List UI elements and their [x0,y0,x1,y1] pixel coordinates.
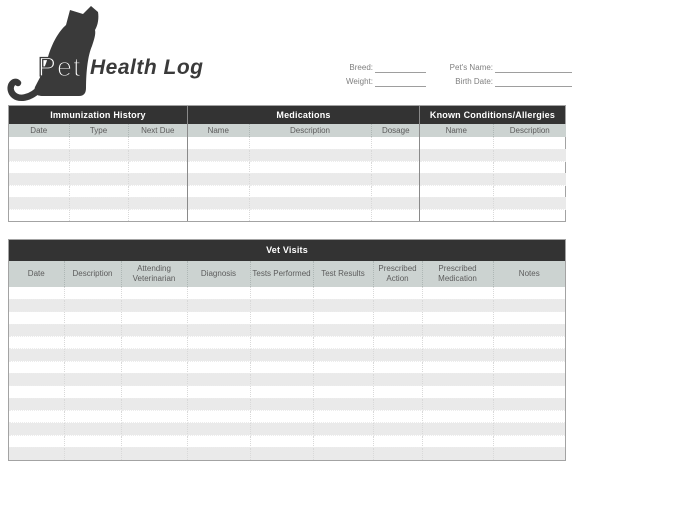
table-row [188,137,420,149]
column-header-name: Name [188,124,249,137]
table-row [9,336,565,348]
vet-visits-cell[interactable] [422,299,493,311]
vet-visits-cell[interactable] [121,447,187,459]
column-header-row [9,261,565,287]
vet-visits-cell[interactable] [187,386,250,398]
vet-visits-cell[interactable] [187,423,250,435]
table-row [9,137,187,149]
vet-visits-title: Vet Visits [9,240,565,261]
known-conditions-allergies-cell[interactable] [493,137,566,149]
immunization-history-section [9,106,187,221]
vet-visits-cell[interactable] [422,410,493,422]
vet-visits-cell[interactable] [9,435,64,447]
medications-cell[interactable] [188,173,249,185]
vet-visits-cell[interactable] [64,361,121,373]
medications-grid [188,124,420,221]
vet-visits-cell[interactable] [422,324,493,336]
immunization-history-cell[interactable] [9,209,69,221]
vet-visits-cell[interactable] [493,386,565,398]
medications-cell[interactable] [249,161,371,173]
immunization-history-cell[interactable] [9,173,69,185]
table-row [420,197,566,209]
vet-visits-cell[interactable] [373,386,422,398]
table-row [188,197,420,209]
breed-field[interactable] [375,62,426,73]
table-row [9,209,187,221]
vet-visits-cell[interactable] [64,398,121,410]
table-row [9,161,187,173]
immunization-history-cell[interactable] [69,149,128,161]
vet-visits-cell[interactable] [64,336,121,348]
table-row [9,287,565,299]
table-row [9,361,565,373]
vet-visits-cell[interactable] [422,287,493,299]
medications-cell[interactable] [249,149,371,161]
birth-date-label: Birth Date: [455,77,493,86]
vet-visits-cell[interactable] [493,299,565,311]
table-row [9,398,565,410]
table-row [9,386,565,398]
column-header-test-results: Test Results [313,261,373,287]
table-row [9,324,565,336]
table-row [188,161,420,173]
vet-visits-cell[interactable] [187,398,250,410]
table-row [188,185,420,197]
vet-visits-cell[interactable] [422,312,493,324]
vet-visits-cell[interactable] [121,398,187,410]
medications-cell[interactable] [371,137,420,149]
vet-visits-cell[interactable] [373,336,422,348]
pet-info-fields [335,62,568,88]
immunization-history-cell[interactable] [9,137,69,149]
medications-cell[interactable] [188,197,249,209]
medications-cell[interactable] [188,137,249,149]
vet-visits-cell[interactable] [9,410,64,422]
medications-cell[interactable] [371,173,420,185]
column-header-row [9,124,187,137]
column-header-date: Date [9,261,64,287]
vet-visits-cell[interactable] [373,349,422,361]
vet-visits-cell[interactable] [313,336,373,348]
vet-visits-cell[interactable] [250,361,313,373]
vet-visits-cell[interactable] [187,373,250,385]
vet-visits-cell[interactable] [64,287,121,299]
immunization-history-cell[interactable] [69,185,128,197]
vet-visits-cell[interactable] [493,410,565,422]
vet-visits-cell[interactable] [493,336,565,348]
vet-visits-cell[interactable] [121,361,187,373]
table-row [9,312,565,324]
vet-visits-cell[interactable] [9,373,64,385]
vet-visits-cell[interactable] [250,336,313,348]
logo [5,3,235,101]
table-row [9,410,565,422]
vet-visits-cell[interactable] [422,336,493,348]
vet-visits-cell[interactable] [187,349,250,361]
medications-cell[interactable] [249,137,371,149]
vet-visits-cell[interactable] [64,386,121,398]
column-header-type: Type [69,124,128,137]
vet-visits-cell[interactable] [313,398,373,410]
vet-visits-cell[interactable] [493,324,565,336]
immunization-history-cell[interactable] [128,197,187,209]
table-row [188,173,420,185]
vet-visits-cell[interactable] [313,349,373,361]
vet-visits-cell[interactable] [187,287,250,299]
vet-visits-cell[interactable] [250,435,313,447]
vet-visits-cell[interactable] [250,324,313,336]
vet-visits-cell[interactable] [250,349,313,361]
vet-visits-cell[interactable] [64,373,121,385]
known-conditions-allergies-cell[interactable] [493,173,566,185]
medications-cell[interactable] [249,173,371,185]
vet-visits-cell[interactable] [250,373,313,385]
known-conditions-allergies-section [419,106,565,221]
vet-visits-cell[interactable] [313,423,373,435]
vet-visits-cell[interactable] [373,324,422,336]
column-header-description: Description [493,124,566,137]
vet-visits-cell[interactable] [313,324,373,336]
vet-visits-cell[interactable] [121,336,187,348]
vet-visits-cell[interactable] [493,349,565,361]
vet-visits-cell[interactable] [373,410,422,422]
table-row [420,209,566,221]
column-header-diagnosis: Diagnosis [187,261,250,287]
immunization-history-cell[interactable] [128,209,187,221]
vet-visits-cell[interactable] [250,312,313,324]
vet-visits-cell[interactable] [64,423,121,435]
vet-visits-cell[interactable] [373,373,422,385]
table-row [9,173,187,185]
vet-visits-cell[interactable] [493,287,565,299]
vet-visits-cell[interactable] [121,410,187,422]
immunization-history-cell[interactable] [128,161,187,173]
immunization-history-grid [9,124,187,221]
immunization-history-cell[interactable] [128,173,187,185]
known-conditions-allergies-cell[interactable] [420,137,493,149]
pets-name-field[interactable] [495,62,572,73]
table-row [188,209,420,221]
vet-visits-cell[interactable] [9,287,64,299]
table-row [420,185,566,197]
column-header-row [420,124,566,137]
immunization-history-cell[interactable] [69,209,128,221]
column-header-next-due: Next Due [128,124,187,137]
vet-visits-cell[interactable] [9,423,64,435]
known-conditions-allergies-cell[interactable] [420,185,493,197]
immunization-history-cell[interactable] [9,197,69,209]
vet-visits-cell[interactable] [422,373,493,385]
column-header-notes: Notes [493,261,565,287]
table-row [9,435,565,447]
logo-pet-text: Pet [38,52,82,82]
column-header-attending-veterinarian: Attending Veterinarian [121,261,187,287]
medications-cell[interactable] [371,197,420,209]
table-row [9,149,187,161]
vet-visits-cell[interactable] [373,398,422,410]
vet-visits-cell[interactable] [493,447,565,459]
vet-visits-cell[interactable] [187,312,250,324]
medications-cell[interactable] [188,185,249,197]
vet-visits-cell[interactable] [313,447,373,459]
summary-tables [8,105,566,222]
vet-visits-cell[interactable] [422,447,493,459]
known-conditions-allergies-title: Known Conditions/Allergies [420,106,565,124]
immunization-history-cell[interactable] [9,161,69,173]
column-header-description: Description [249,124,371,137]
medications-cell[interactable] [371,209,420,221]
known-conditions-allergies-cell[interactable] [420,197,493,209]
vet-visits-cell[interactable] [373,287,422,299]
table-row [9,349,565,361]
immunization-history-cell[interactable] [69,137,128,149]
column-header-dosage: Dosage [371,124,420,137]
table-row [9,185,187,197]
vet-visits-cell[interactable] [313,373,373,385]
vet-visits-table [8,239,566,461]
immunization-history-cell[interactable] [9,185,69,197]
vet-visits-cell[interactable] [187,410,250,422]
table-row [420,149,566,161]
column-header-tests-performed: Tests Performed [250,261,313,287]
vet-visits-cell[interactable] [121,324,187,336]
vet-visits-cell[interactable] [187,299,250,311]
vet-visits-cell[interactable] [121,299,187,311]
medications-cell[interactable] [371,185,420,197]
vet-visits-cell[interactable] [493,435,565,447]
vet-visits-cell[interactable] [64,312,121,324]
medications-cell[interactable] [188,161,249,173]
medications-cell[interactable] [188,149,249,161]
vet-visits-cell[interactable] [187,336,250,348]
vet-visits-cell[interactable] [373,447,422,459]
vet-visits-cell[interactable] [187,435,250,447]
vet-visits-cell[interactable] [64,447,121,459]
vet-visits-cell[interactable] [493,312,565,324]
column-header-date: Date [9,124,69,137]
vet-visits-cell[interactable] [9,386,64,398]
column-header-prescribed-medication: Prescribed Medication [422,261,493,287]
vet-visits-cell[interactable] [187,447,250,459]
vet-visits-cell[interactable] [121,386,187,398]
page-title: Health Log [90,56,204,79]
vet-visits-cell[interactable] [493,361,565,373]
birth-date-field[interactable] [495,76,572,87]
immunization-history-cell[interactable] [9,149,69,161]
pets-name-label: Pet's Name: [449,63,493,72]
vet-visits-cell[interactable] [250,447,313,459]
column-header-prescribed-action: Prescribed Action [373,261,422,287]
vet-visits-cell[interactable] [422,349,493,361]
vet-visits-cell[interactable] [250,423,313,435]
vet-visits-cell[interactable] [121,373,187,385]
immunization-history-cell[interactable] [69,173,128,185]
table-row [420,137,566,149]
column-header-name: Name [420,124,493,137]
vet-visits-cell[interactable] [313,386,373,398]
vet-visits-cell[interactable] [313,361,373,373]
vet-visits-cell[interactable] [9,447,64,459]
vet-visits-cell[interactable] [250,299,313,311]
known-conditions-allergies-cell[interactable] [493,209,566,221]
vet-visits-cell[interactable] [187,361,250,373]
medications-cell[interactable] [249,185,371,197]
vet-visits-cell[interactable] [9,336,64,348]
medications-cell[interactable] [249,209,371,221]
medications-cell[interactable] [371,149,420,161]
breed-label: Breed: [349,63,373,72]
vet-visits-cell[interactable] [9,361,64,373]
vet-visits-cell[interactable] [9,299,64,311]
immunization-history-cell[interactable] [69,197,128,209]
known-conditions-allergies-cell[interactable] [493,149,566,161]
column-header-description: Description [64,261,121,287]
vet-visits-cell[interactable] [313,312,373,324]
vet-visits-cell[interactable] [250,386,313,398]
vet-visits-cell[interactable] [313,410,373,422]
vet-visits-cell[interactable] [422,398,493,410]
vet-visits-cell[interactable] [121,423,187,435]
known-conditions-allergies-cell[interactable] [493,197,566,209]
vet-visits-cell[interactable] [373,312,422,324]
table-row [9,299,565,311]
medications-cell[interactable] [371,161,420,173]
vet-visits-cell[interactable] [187,324,250,336]
table-row [9,197,187,209]
vet-visits-cell[interactable] [373,299,422,311]
vet-visits-cell[interactable] [9,312,64,324]
table-row [9,423,565,435]
known-conditions-allergies-cell[interactable] [420,161,493,173]
column-header-row [188,124,420,137]
vet-visits-cell[interactable] [422,435,493,447]
vet-visits-cell[interactable] [121,312,187,324]
immunization-history-cell[interactable] [69,161,128,173]
weight-field[interactable] [375,76,426,87]
medications-section [187,106,419,221]
vet-visits-cell[interactable] [493,398,565,410]
known-conditions-allergies-cell[interactable] [493,185,566,197]
vet-visits-cell[interactable] [493,373,565,385]
immunization-history-cell[interactable] [128,137,187,149]
vet-visits-cell[interactable] [64,435,121,447]
vet-visits-cell[interactable] [9,324,64,336]
vet-visits-cell[interactable] [373,435,422,447]
known-conditions-allergies-cell[interactable] [493,161,566,173]
vet-visits-cell[interactable] [9,349,64,361]
vet-visits-cell[interactable] [313,299,373,311]
immunization-history-cell[interactable] [128,149,187,161]
vet-visits-cell[interactable] [121,349,187,361]
vet-visits-cell[interactable] [493,423,565,435]
medications-cell[interactable] [249,197,371,209]
vet-visits-cell[interactable] [64,410,121,422]
vet-visits-cell[interactable] [64,299,121,311]
known-conditions-allergies-cell[interactable] [420,149,493,161]
immunization-history-title: Immunization History [9,106,187,124]
table-row [9,373,565,385]
vet-visits-cell[interactable] [373,423,422,435]
table-row [9,447,565,459]
vet-visits-cell[interactable] [373,361,422,373]
vet-visits-cell[interactable] [422,386,493,398]
vet-visits-cell[interactable] [313,435,373,447]
vet-visits-cell[interactable] [422,361,493,373]
vet-visits-cell[interactable] [121,435,187,447]
medications-title: Medications [188,106,419,124]
table-row [188,149,420,161]
medications-cell[interactable] [188,209,249,221]
known-conditions-allergies-cell[interactable] [420,173,493,185]
vet-visits-cell[interactable] [64,349,121,361]
table-row [420,161,566,173]
vet-visits-grid [9,261,565,460]
vet-visits-cell[interactable] [64,324,121,336]
vet-visits-cell[interactable] [250,398,313,410]
vet-visits-cell[interactable] [313,287,373,299]
immunization-history-cell[interactable] [128,185,187,197]
table-row [420,173,566,185]
vet-visits-cell[interactable] [121,287,187,299]
known-conditions-allergies-grid [420,124,566,221]
weight-label: Weight: [346,77,373,86]
vet-visits-cell[interactable] [250,410,313,422]
known-conditions-allergies-cell[interactable] [420,209,493,221]
vet-visits-cell[interactable] [9,398,64,410]
vet-visits-cell[interactable] [250,287,313,299]
vet-visits-cell[interactable] [422,423,493,435]
